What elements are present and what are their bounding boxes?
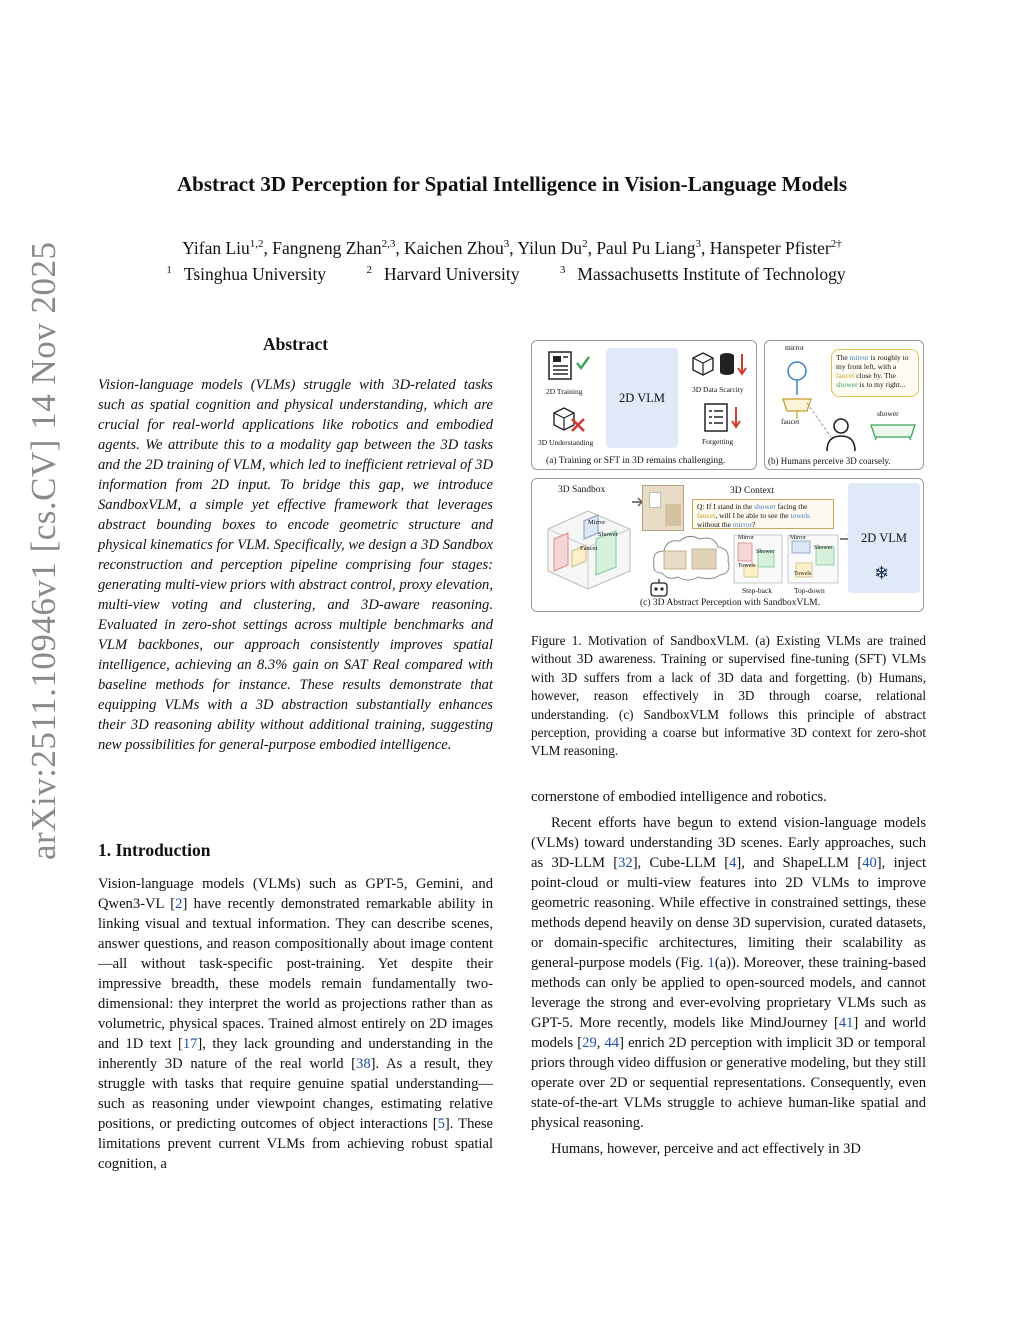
arxiv-identifier: arXiv:2511.10946v1 [cs.CV] 14 Nov 2025 [24, 241, 63, 860]
label-3d-context: 3D Context [730, 486, 775, 496]
paragraph-humans: Humans, however, perceive and act effectively in 3D [551, 1141, 861, 1157]
citation-link[interactable]: 40 [862, 855, 877, 871]
view-label-towels-2: Towels [794, 571, 812, 577]
label-2d-training: 2D Training [546, 387, 583, 396]
human-speech-bubble: The mirror is roughly to my front left, with a faucet close by. The shower is to my right... [831, 349, 919, 397]
intro-paragraph: Vision-language models (VLMs) such as GPT-5, Gemini, and Qwen3-VL [2] have recently demonstrated remarkable ability in linking visual and textual information. They can describe scenes, answer questions, and reason compositionally about image content—all without task-specific post-training. Yet despite their impressive breadth, these models remain fundamentally two-dimensional: they interpret the world as projections rather than as volumetric, physical spaces. Trained almost entirely on 2D images and 1D text [17], they lack grounding and understanding in the inherently 3D nature of the real world [38]. As a result, they struggle with tasks that require genuine spatial understanding—such as reasoning under viewpoint changes, estimating relative positions, or predicting outcomes of object interactions [5]. These limitations prevent current VLMs from achieving robust spatial cognition, a [98, 876, 494, 1172]
citation-link[interactable]: 2 [175, 896, 183, 912]
label-step-back: Step-back [742, 586, 772, 595]
sandbox-label-faucet: Faucet [580, 545, 598, 552]
citation-link[interactable]: 4 [729, 855, 737, 871]
abstract-text: Vision-language models (VLMs) struggle with 3D-related tasks such as spatial cognition and physical understanding, which are crucial for real-world applications like robotics and embodied agents. We attribute this to a modality gap between the 3D tasks and the 2D training of VLM, which led to inefficient retrieval of 3D information from 2D input. To bridge this gap, we introduce SandboxVLM, a simple yet effective framework that leverages abstract bounding boxes to encode geometric structure and physical kinematics for VLM. Specifically, we design a 3D Sandbox reconstruction and perception pipeline comprising four stages: generating multi-view priors with abstract control, proxy elevation, multi-view voting and clustering, and 3D-aware reasoning. Evaluated in zero-shot settings across multiple benchmarks and VLM backbones, our approach consistently improves spatial intelligence, achieving an 8.3% gain on SAT Real compared with baseline methods for instance. These results demonstrate that equipping VLMs with a 3D abstraction substantially enhances their 3D reasoning ability without additional training, suggesting new possibilities for general-purpose embodied intelligence. [98, 377, 493, 753]
figure-1 [531, 340, 926, 612]
citation-link[interactable]: 29 [582, 1035, 597, 1051]
snowflake-icon: ❄ [874, 563, 890, 584]
vlm-box: 2D VLM [606, 348, 678, 448]
affiliation: $^1$ Tsinghua University [166, 264, 327, 284]
affiliation-list [0, 264, 1024, 285]
figure-link[interactable]: 1 [707, 955, 715, 971]
robot-icon [648, 577, 670, 599]
vlm-box-frozen: 2D VLM [848, 483, 920, 593]
question-box: Q: If I stand in the shower facing the faucet, will I be able to see the towels without the mirror? [692, 499, 834, 529]
sandbox-label-mirror: Mirror [588, 519, 606, 526]
paragraph-related-work: Recent efforts have begun to extend vision-language models (VLMs) toward understanding 3D scenes. Early approaches, such as 3D-LLM [32], Cube-LLM [4], and ShapeLLM [40], inject point-cloud or multi-view features into 2D VLMs to improve geometric reasoning. While effective in constrained settings, these methods depend heavily on dense 3D supervision, curated datasets, or domain-specific architectures, limiting their scalability as general-purpose models (Fig. 1(a)). Moreover, these training-based methods can only be applied to open-sourced models, and cannot leverage the strong and ever-evolving proprietary VLMs such as GPT-5. More recently, models like MindJourney [41] and world models [29, 44] enrich 2D perception with implicit 3D or temporal priors through video diffusion or generative modeling, but they still operate over 2D or sequential representations. Consequently, even state-of-the-art VLMs struggle to achieve human-like spatial and physical reasoning. [531, 815, 926, 1131]
cross-icon [570, 417, 586, 433]
author: Paul Pu Liang$^3$ [596, 238, 701, 258]
figure-panel-a [531, 340, 757, 470]
label-mirror: mirror [785, 343, 805, 352]
section-heading-introduction: 1. Introduction [98, 840, 211, 860]
label-3d-sandbox: 3D Sandbox [558, 485, 606, 495]
label-faucet: faucet [781, 417, 800, 426]
data-scarcity-icon [689, 350, 749, 380]
label-3d-understanding: 3D Understanding [538, 438, 594, 447]
panel-c-caption: (c) 3D Abstract Perception with SandboxVLM. [640, 598, 820, 608]
panel-b-caption: (b) Humans perceive 3D coarsely. [768, 456, 891, 466]
affiliation: $^2$ Harvard University [366, 264, 520, 284]
view-label-shower-2: Shower [814, 545, 833, 551]
author: Kaichen Zhou$^3$ [404, 238, 510, 258]
citation-link[interactable]: 17 [182, 1036, 198, 1052]
citation-link[interactable]: 32 [618, 855, 633, 871]
figure-caption: Figure 1. Motivation of SandboxVLM. (a) Existing VLMs are trained without 3D awareness. Training or supervised fine-tuning (SFT) VLMs with 3D suffers from a lack of 3D data and forgetting. (b) Humans, however, reason effectively in 3D through coarse, relational understanding. (c) SandboxVLM follows this principle of abstract perception, providing a coarse but informative 3D context for zero-shot VLM reasoning. [531, 633, 926, 759]
author: Fangneng Zhan$^{2,3}$ [272, 238, 396, 258]
label-shower: shower [877, 409, 899, 418]
right-column-text [531, 787, 926, 1165]
citation-link[interactable]: 5 [437, 1116, 445, 1132]
citation-link[interactable]: 41 [838, 1015, 854, 1031]
bathtub-icon [869, 419, 917, 441]
view-label-shower: Shower [756, 549, 775, 555]
view-label-mirror-2: Mirror [790, 535, 806, 541]
author: Yifan Liu$^{1,2}$ [182, 238, 264, 258]
thought-cloud [650, 533, 732, 583]
figure-panel-b [764, 340, 924, 470]
sandbox-label-shower: Shower [598, 531, 618, 538]
author: Hanspeter Pfister$^{2\dagger}$ [709, 238, 842, 258]
view-label-towels: Towels [738, 563, 756, 569]
author: Yilun Du$^2$ [517, 238, 588, 258]
figure-panel-c [531, 478, 924, 612]
paragraph-continuation: cornerstone of embodied intelligence and robotics. [531, 789, 827, 805]
label-data-scarcity: 3D Data Scarcity [692, 385, 744, 394]
citation-link[interactable]: 44 [604, 1035, 620, 1051]
abstract-heading: Abstract [262, 334, 329, 354]
citation-link[interactable]: 38 [356, 1056, 371, 1072]
label-top-down: Top-down [794, 586, 825, 595]
view-label-mirror: Mirror [738, 535, 754, 541]
label-forgetting: Forgetting [702, 437, 734, 446]
author-list: Yifan Liu$^{1,2}$, Fangneng Zhan$^{2,3}$, Kaichen Zhou$^3$, Yilun Du$^2$, Paul Pu Liang$^3$, Hanspeter Pfister$^{2\dagger}$ [182, 238, 842, 258]
affiliation: $^3$ Massachusetts Institute of Technology [559, 264, 846, 284]
scene-photo [642, 485, 684, 531]
forgetting-icon [704, 403, 748, 433]
checkmark-icon [575, 355, 591, 371]
paper-title: Abstract 3D Perception for Spatial Intelligence in Vision-Language Models [176, 172, 848, 196]
person-icon [821, 417, 861, 453]
panel-a-caption: (a) Training or SFT in 3D remains challenging. [546, 456, 726, 466]
